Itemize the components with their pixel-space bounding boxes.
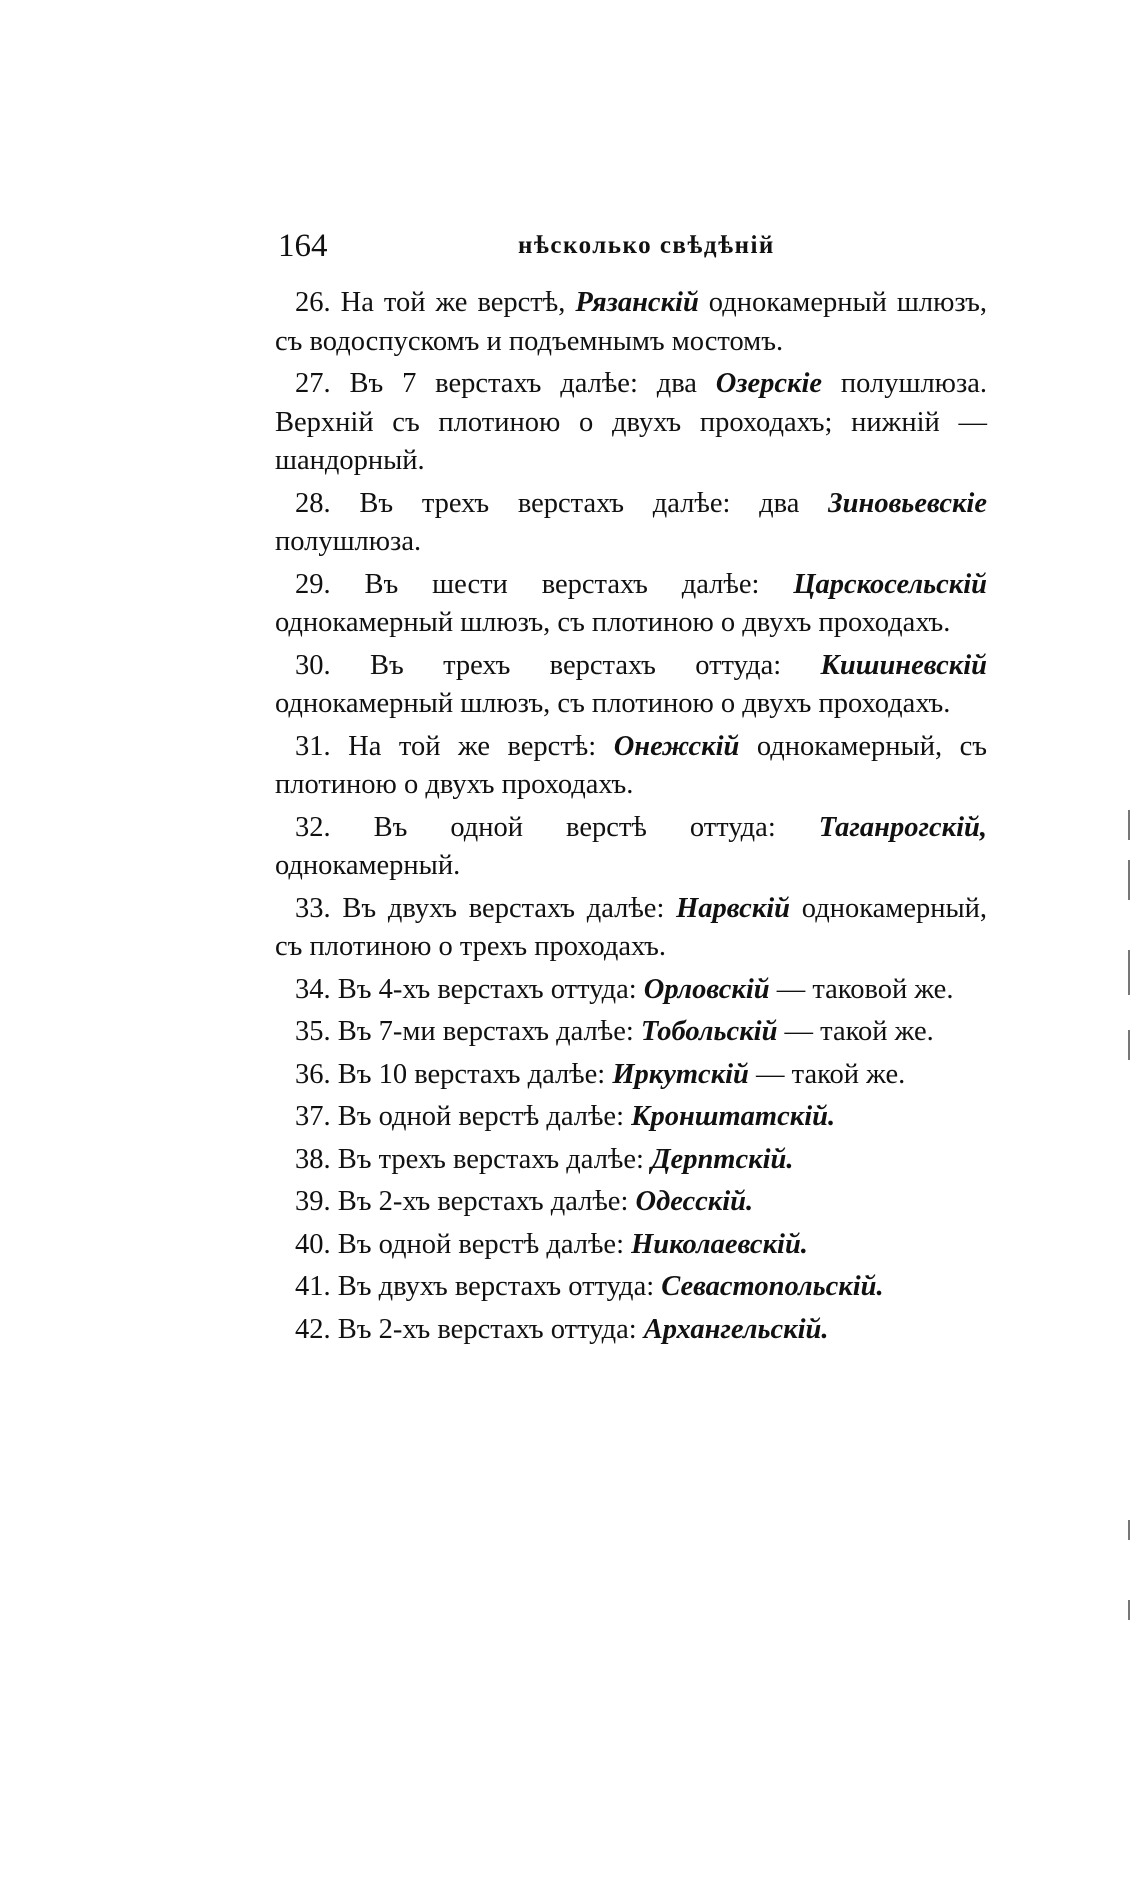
lock-name: Зиновьевскіе [828, 487, 987, 519]
lock-entry: 33. Въ двухъ верстахъ далѣе: Нарвскій однокамерный, съ плотиною о трехъ проходахъ. [275, 892, 987, 962]
lock-entry: 27. Въ 7 верстахъ далѣе: два Озерскіе полушлюза. Верхній съ плотиною о двухъ проходахъ; нижній — шандорный. [275, 368, 987, 476]
lock-name: Тобольскій [640, 1016, 778, 1047]
lock-entry: 34. Въ 4-хъ верстахъ оттуда: Орловскій — таковой же. [295, 973, 954, 1005]
lock-name: Онежскій [613, 730, 740, 762]
lock-entry: 36. Въ 10 верстахъ далѣе: Иркутскій — такой же. [295, 1058, 906, 1090]
lock-entry: 38. Въ трехъ верстахъ далѣе: Дерптскій. [295, 1143, 794, 1175]
lock-entry: 41. Въ двухъ верстахъ оттуда: Севастопольскій. [295, 1271, 884, 1302]
lock-name: Иркутскій [612, 1058, 749, 1090]
lock-name: Царскосельскій [793, 568, 987, 600]
lock-name: Орловскій [643, 973, 770, 1005]
page-header [278, 228, 988, 274]
scan-mark [1128, 1030, 1130, 1060]
body-text [275, 284, 987, 1353]
lock-entry: 39. Въ 2-хъ верстахъ далѣе: Одесскій. [295, 1186, 754, 1217]
lock-name: Дерптскій. [651, 1143, 794, 1175]
lock-entry: 37. Въ одной верстѣ далѣе: Кронштатскій. [295, 1101, 836, 1132]
lock-name: Таганрогскій, [818, 811, 987, 843]
lock-entry: 32. Въ одной верстѣ оттуда: Таганрогскій, однокамерный. [275, 811, 987, 881]
scan-mark [1128, 860, 1130, 900]
lock-entry: 31. На той же верстѣ: Онежскій однокамерный, съ плотиною о двухъ проходахъ. [275, 730, 987, 800]
lock-entry: 40. Въ одной верстѣ далѣе: Николаевскій. [295, 1228, 808, 1260]
lock-name: Севастопольскій. [661, 1271, 884, 1302]
lock-entry: 28. Въ трехъ верстахъ далѣе: два Зиновьевскіе полушлюза. [275, 487, 987, 557]
lock-entry: 30. Въ трехъ верстахъ оттуда: Кишиневскій однокамерный шлюзъ, съ плотиною о двухъ проходахъ. [275, 649, 987, 719]
lock-entry: 26. На той же верстѣ, Рязанскій однокамерный шлюзъ, съ водоспускомъ и подъемнымъ мостомъ. [275, 287, 987, 357]
lock-entry: 29. Въ шести верстахъ далѣе: Царскосельскій однокамерный шлюзъ, съ плотиною о двухъ проходахъ. [275, 568, 987, 638]
lock-name: Рязанскій [575, 287, 699, 318]
page-number: 164 [278, 228, 328, 264]
scan-mark [1128, 950, 1130, 995]
scan-mark [1128, 1600, 1130, 1620]
lock-name: Николаевскій. [631, 1228, 808, 1260]
lock-name: Нарвскій [676, 892, 791, 924]
lock-entry: 35. Въ 7-ми верстахъ далѣе: Тобольскій — такой же. [295, 1016, 934, 1047]
scan-mark [1128, 810, 1130, 840]
lock-name: Кронштатскій. [631, 1101, 836, 1132]
lock-name: Озерскіе [715, 368, 823, 399]
running-head: нѣсколько свѣдѣній [518, 232, 775, 259]
lock-entry: 42. Въ 2-хъ верстахъ оттуда: Архангельскій. [295, 1313, 829, 1345]
lock-name: Архангельскій. [643, 1313, 829, 1345]
scan-mark [1128, 1520, 1130, 1540]
lock-name: Одесскій. [635, 1186, 754, 1217]
lock-name: Кишиневскій [820, 649, 987, 681]
